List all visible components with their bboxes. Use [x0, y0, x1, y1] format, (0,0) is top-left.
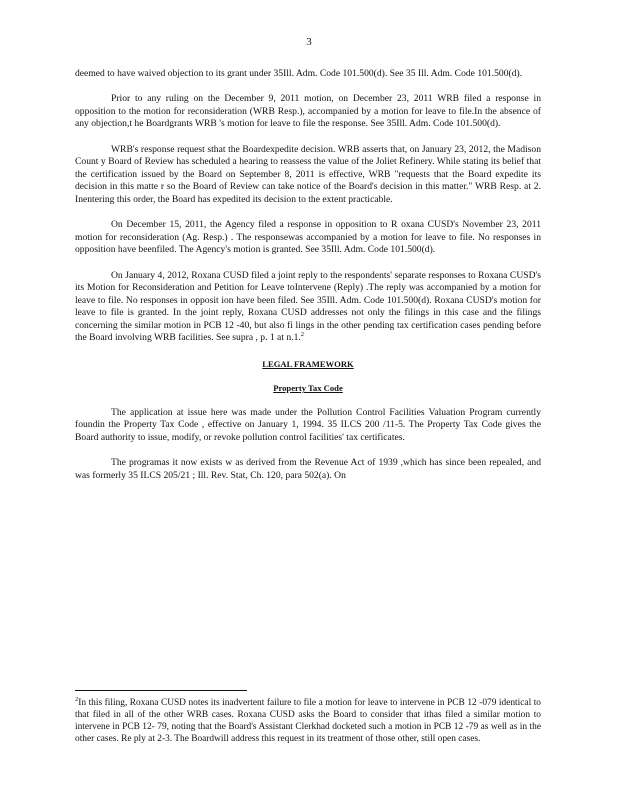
property-tax-code-heading-text: Property Tax Code — [273, 383, 343, 394]
paragraph-5 — [75, 270, 541, 346]
property-tax-code-heading — [75, 382, 541, 395]
paragraph-6: The application at issue here was made under the Pollution Control Facilities Valuation Program currently foundin the Property Tax Code , effective on January 1, 1994. 35 ILCS 200 /11-5. The Property Tax Code gives the Board authority to issue, modify, or revoke pollution control facilities' tax certificates. — [75, 406, 541, 444]
paragraph-7: The programas it now exists w as derived from the Revenue Act of 1939 ,which has since been repealed, and was formerly 35 ILCS 205/21 ; Ill. Rev. Stat, Ch. 120, para 502(a). On — [75, 457, 541, 481]
paragraph-1: deemed to have waived objection to its grant under 35Ill. Adm. Code 101.500(d). See 35 Ill. Adm. Code 101.500(d). — [75, 68, 523, 79]
paragraph-3: WRB's response request sthat the Boardexpedite decision. WRB asserts that, on January 23, 2012, the Madison Count y Board of Review has scheduled a hearing to reassess the value of the Joliet Refinery. While stating its belief that the certification issued by the Board on September 8, 2011 is effective, WRB "requests that the Board expedite its decision in this matte r so the Board of Review can take notice of the Board's decision in this matter." WRB Resp. at 2. Inentering this order, the Board has expedited its decision to the extent practicable. — [75, 143, 541, 205]
paragraph-4: On December 15, 2011, the Agency filed a response in opposition to R oxana CUSD's November 23, 2011 motion for reconsideration (Ag. Resp.) . The responsewas accompanied by a motion for leave to file. No responses in opposition have beenfiled. The Agency's motion is granted. See 35Ill. Adm. Code 101.500(d). — [75, 219, 541, 256]
legal-framework-heading-text: LEGAL FRAMEWORK — [262, 358, 354, 369]
footnote-divider — [75, 690, 247, 691]
page-number: 3 — [306, 36, 312, 48]
footnote-reference[interactable]: 2 — [300, 331, 305, 339]
footnote — [75, 697, 541, 745]
legal-framework-heading — [75, 358, 541, 371]
footnote-marker: 2 — [75, 696, 79, 703]
body-text — [75, 68, 541, 495]
paragraph-2: Prior to any ruling on the December 9, 2011 motion, on December 23, 2011 WRB filed a response in opposition to the motion for reconsideration (WRB Resp.), accompanied by a motion for leave to file.In the absence of any objection,t he Boardgrants WRB 's motion for leave to file the response. See 35Ill. Adm. Code 101.500(d). — [75, 93, 541, 130]
footnote-text: In this filing, Roxana CUSD notes its inadvertent failure to file a motion for leave to intervene in PCB 12 -079 identical to that filed in all of the other WRB cases. Roxana CUSD asks the Board to consider that ithas filed a similar motion to intervene in PCB 12- 79, noting that the Board's Assistant Clerkhad docketed such a motion in PCB 12 -79 as well as in the other cases. Re ply at 2-3. The Boardwill address this request in its treatment of those other, still open cases. — [75, 698, 541, 744]
paragraph-5-text: On January 4, 2012, Roxana CUSD filed a joint reply to the respondents' separate responses to Roxana CUSD's its Motion for Reconsideration and Petition for Leave toIntervene (Reply) .The reply was accompanied by a motion for leave to file. No responses in opposit ion have been filed. See 35Ill. Adm. Code 101.500(d). Roxana CUSD's motion for leave to file is granted. In the joint reply, Roxana CUSD addresses not only the filings in this case and the filings concerning the similar motion in PCB 12 -40, but also fi lings in the other pending tax certification cases pending before the Board involving WRB facilities. See supra , p. 1 at n.1. — [75, 269, 541, 344]
